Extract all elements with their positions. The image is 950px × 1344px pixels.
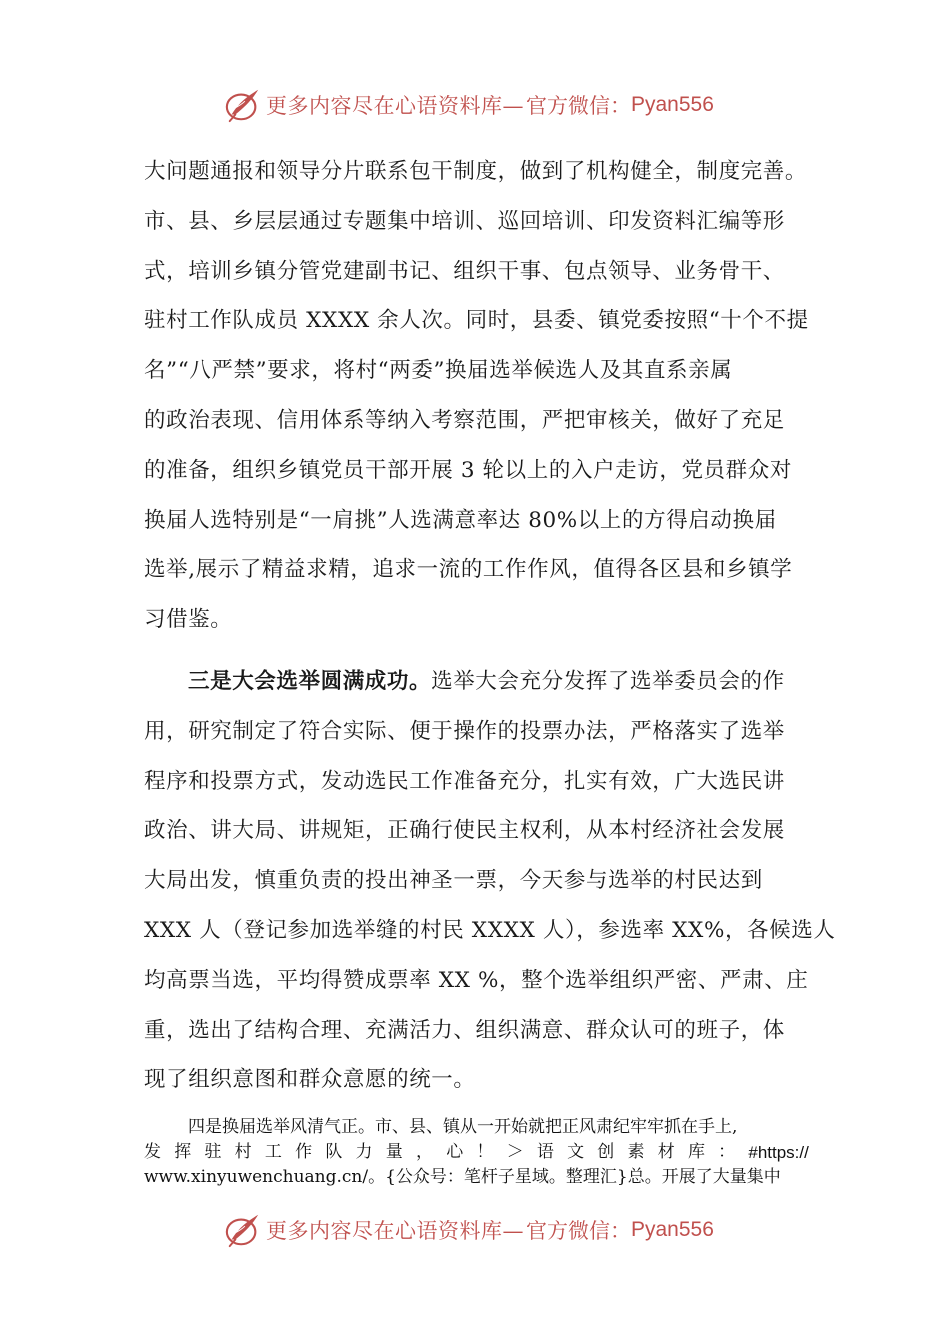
- char: 挥: [174, 1142, 192, 1162]
- char: 作: [295, 1142, 313, 1162]
- char: 村: [234, 1142, 252, 1162]
- text-line: 式，培训乡镇分管党建副书记、组织干事、包点领导、业务骨干、: [144, 258, 785, 284]
- paragraph-clean-election: [144, 1115, 809, 1190]
- char: 材: [657, 1142, 675, 1162]
- text-line: 均高票当选，平均得赞成票率 XX %，整个选举组织严密、严肃、庄: [144, 967, 809, 993]
- char: 队: [325, 1142, 343, 1162]
- text-line: 市、县、乡层层通过专题集中培训、巡回培训、印发资料汇编等形: [144, 208, 785, 234]
- banner-wechat-id: Pyan556: [631, 93, 714, 116]
- url-fragment: #https://: [748, 1143, 809, 1162]
- quill-logo-icon: [224, 86, 262, 124]
- char: ＞: [506, 1142, 524, 1162]
- char: 力: [355, 1142, 373, 1162]
- char: 素: [627, 1142, 645, 1162]
- text-line: 重，选出了结构合理、充满活力、组织满意、群众认可的班子，体: [144, 1017, 785, 1043]
- text-line: 政治、讲大局、讲规矩，正确行使民主权利，从本村经济社会发展: [144, 818, 785, 844]
- char: 文: [567, 1142, 585, 1162]
- text-line: 四是换届选举风清气正。市、县、镇从一开始就把正风肃纪牢牢抓在手上,: [188, 1117, 738, 1137]
- text-line: 驻村工作队成员 XXXX 余人次。同时，县委、镇党委按照“十个不提: [144, 308, 809, 334]
- text-line: 习借鉴。: [144, 607, 233, 633]
- char: 心: [446, 1142, 464, 1162]
- text-line: 大问题通报和领导分片联系包干制度，做到了机构健全，制度完善。: [144, 159, 808, 184]
- char: 语: [536, 1142, 554, 1162]
- text-line: 大局出发，慎重负责的投出神圣一票，今天参与选举的村民达到: [144, 868, 763, 894]
- char: 工: [264, 1142, 282, 1162]
- text-line: 选举,展示了精益求精，追求一流的工作作风，值得各区县和乡镇学: [144, 557, 793, 583]
- paragraph-election-success: [144, 657, 836, 1105]
- banner-wechat-label: 官方微信：: [526, 94, 631, 118]
- footer-banner: [224, 1210, 714, 1250]
- text-fragment: 选举大会充分发挥了选举委员会的作: [431, 669, 785, 694]
- paragraph-heading: 三是大会选举圆满成功。: [188, 669, 432, 694]
- text-line: 的准备，组织乡镇党员干部开展 3 轮以上的入户走访，党员群众对: [144, 457, 792, 483]
- char: ：: [718, 1142, 736, 1162]
- text-line: 名”“八严禁”要求，将村“两委”换届选举候选人及其直系亲属: [144, 358, 733, 384]
- paragraph-continuation: [144, 147, 809, 645]
- char: 库: [687, 1142, 705, 1162]
- banner-text: 更多内容尽在心语资料库—: [266, 94, 524, 118]
- banner-wechat-id: Pyan556: [631, 1218, 714, 1241]
- text-line: 用，研究制定了符合实际、便于操作的投票办法，严格落实了选举: [144, 718, 785, 744]
- text-line: 现了组织意图和群众意愿的统一。: [144, 1067, 476, 1093]
- char: 驻: [204, 1142, 222, 1162]
- text-line-spread: [144, 1140, 809, 1165]
- banner-text: 更多内容尽在心语资料库—: [266, 1219, 524, 1243]
- char: ，: [415, 1142, 433, 1162]
- banner-wechat-label: 官方微信：: [526, 1219, 631, 1243]
- text-line: XXX 人（登记参加选举缝的村民 XXXX 人），参选率 XX%，各候选人: [144, 917, 836, 943]
- text-line: 的政治表现、信用体系等纳入考察范围，严把审核关，做好了充足: [144, 407, 785, 433]
- char: 创: [597, 1142, 615, 1162]
- text-line: [144, 657, 809, 707]
- char: 发: [144, 1142, 161, 1162]
- char: ！: [476, 1142, 494, 1162]
- text-line: 换届人选特别是“一肩挑”人选满意率达 80%以上的方得启动换届: [144, 507, 777, 533]
- quill-logo-icon: [224, 1211, 262, 1249]
- char: 量: [385, 1142, 403, 1162]
- text-line: www.xinyuwenchuang.cn/。{公众号：笔杆子星域。整理汇}总。开展了大量集中: [144, 1167, 781, 1187]
- header-banner: [224, 85, 714, 125]
- text-line: 程序和投票方式，发动选民工作准备充分，扎实有效，广大选民讲: [144, 768, 785, 794]
